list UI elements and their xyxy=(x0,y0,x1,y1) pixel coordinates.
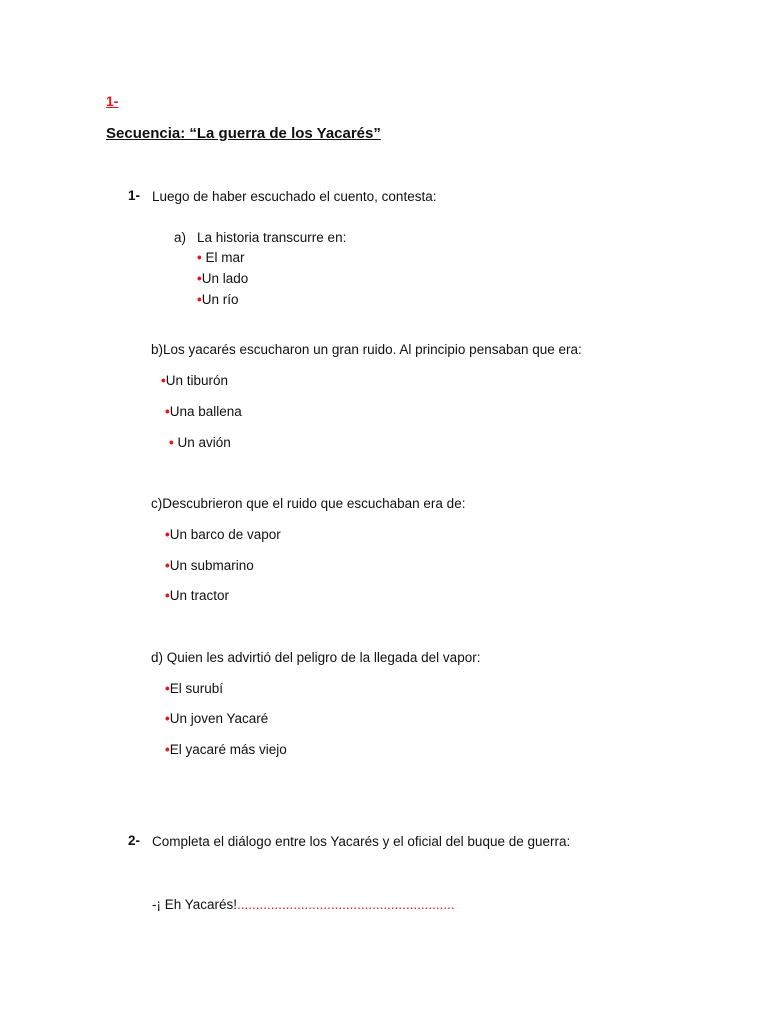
bullet-icon: • xyxy=(165,711,170,726)
list-item: •Un río xyxy=(197,292,239,307)
bullet-icon: • xyxy=(197,292,202,307)
list-item: •Un lado xyxy=(197,271,249,286)
list-item: •Un joven Yacaré xyxy=(165,711,269,726)
bullet-icon: • xyxy=(165,404,170,419)
dialogue-line xyxy=(152,897,455,912)
bullet-icon: • xyxy=(165,742,170,757)
page-title: Secuencia: “La guerra de los Yacarés” xyxy=(106,125,381,142)
item-a-label: a) xyxy=(174,230,187,245)
bullet-icon: • xyxy=(165,527,170,542)
item-a-text: La historia transcurre en: xyxy=(197,230,347,245)
question-1-text: Luego de haber escuchado el cuento, contesta: xyxy=(152,189,437,204)
list-item: •El surubí xyxy=(165,681,224,696)
list-item: •Un tiburón xyxy=(161,373,229,388)
item-b-text: b)Los yacarés escucharon un gran ruido. Al principio pensaban que era: xyxy=(151,342,582,357)
item-d-text: d) Quien les advirtió del peligro de la llegada del vapor: xyxy=(151,650,481,665)
answer-blank: .......................................................... xyxy=(237,897,455,912)
bullet-icon: • xyxy=(165,558,170,573)
question-1-number: 1- xyxy=(128,188,141,203)
list-item: •Una ballena xyxy=(165,404,242,419)
item-c-text: c)Descubrieron que el ruido que escuchaban era de: xyxy=(151,496,466,511)
section-number: 1- xyxy=(106,93,119,109)
bullet-icon: • xyxy=(197,271,202,286)
bullet-icon: • xyxy=(165,588,170,603)
dialogue-prefix: -¡ Eh Yacarés! xyxy=(152,897,238,912)
list-item: • Un avión xyxy=(169,435,231,450)
bullet-icon: • xyxy=(165,681,170,696)
list-item: •El yacaré más viejo xyxy=(165,742,287,757)
list-item: •Un barco de vapor xyxy=(165,527,281,542)
list-item: • El mar xyxy=(197,250,245,265)
question-2-number: 2- xyxy=(128,833,141,848)
question-2-text: Completa el diálogo entre los Yacarés y el oficial del buque de guerra: xyxy=(152,834,571,849)
bullet-icon: • xyxy=(161,373,166,388)
list-item: •Un tractor xyxy=(165,588,230,603)
list-item: •Un submarino xyxy=(165,558,254,573)
bullet-icon: • xyxy=(169,435,174,450)
bullet-icon: • xyxy=(197,250,202,265)
